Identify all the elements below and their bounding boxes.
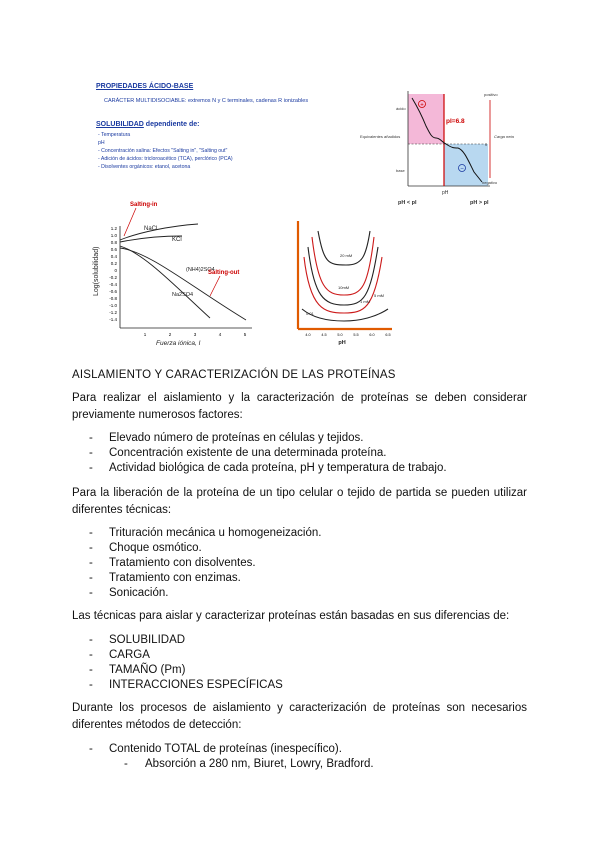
list-item: - Concentración existente de una determinada proteína. xyxy=(72,446,447,461)
x-tick: 6.5 xyxy=(385,333,391,337)
list-item: - INTERACCIONES ESPECÍFICAS xyxy=(72,678,283,693)
x-tick: 4 xyxy=(218,332,222,337)
label-1mm: 1 mM xyxy=(360,299,370,304)
list-item: - Tratamiento con disolventes. xyxy=(72,556,321,571)
x-ticks xyxy=(144,332,247,337)
x-tick: 2 xyxy=(168,332,172,337)
curve-sodium-sulfate xyxy=(120,246,210,318)
factor-item: - Concentración salina: Efectos "Salting in", "Salting out" xyxy=(98,148,228,154)
x-tick: 4.5 xyxy=(321,333,327,337)
acid-label: ácido xyxy=(396,106,406,111)
paragraph-release: Para la liberación de la proteína de un tipo celular o tejido de partida se pueden utilizar diferentes técnicas: xyxy=(72,487,527,516)
differences-list xyxy=(72,633,283,693)
solubility-ph-figure xyxy=(290,217,398,347)
y-tick: -1.2 xyxy=(109,310,117,315)
list-item: - Tratamiento con enzimas. xyxy=(72,571,321,586)
factor-item: - Adición de ácidos: tricloroacético (TCA), perclórico (PCA) xyxy=(98,156,233,162)
x-tick: 5 xyxy=(243,332,247,337)
pi-label: pI=6.8 xyxy=(446,118,465,125)
detection-sublist xyxy=(112,757,374,772)
left-region-label: pH < pI xyxy=(398,200,417,206)
x-ticks xyxy=(305,333,390,337)
acid-zone xyxy=(408,94,444,144)
curve-nacl xyxy=(120,224,198,240)
slide-subtitle: CARÁCTER MULTIDISOCIABLE: extremos N y C terminales, cadenas R ionizables xyxy=(104,98,309,104)
label-nacl: NaCl xyxy=(144,226,158,232)
y-tick: -0.6 xyxy=(109,289,117,294)
list-item: - Elevado número de proteínas en células y tejidos. xyxy=(72,431,447,446)
y-tick: -1.0 xyxy=(109,303,117,308)
solubility-heading: SOLUBILIDAD dependiente de: xyxy=(96,121,200,128)
x-tick: 3 xyxy=(193,332,197,337)
label-001: 0.01 xyxy=(306,311,314,316)
paragraph-differences: Las técnicas para aislar y caracterizar proteínas están basadas en sus diferencias de: xyxy=(72,610,510,622)
factor-item: - Temperatura xyxy=(98,132,131,138)
label-5mm: 5 mM xyxy=(374,293,384,298)
y-tick: 0.6 xyxy=(110,247,117,252)
curve-20mm xyxy=(318,231,370,265)
list-item: - Absorción a 280 nm, Biuret, Lowry, Bradford. xyxy=(112,757,374,772)
slide-title: PROPIEDADES ÁCIDO-BASE xyxy=(96,83,194,90)
section-heading: AISLAMIENTO Y CARACTERIZACIÓN DE LAS PROTEÍNAS xyxy=(72,369,396,381)
x-axis-label: pH xyxy=(442,190,449,196)
x-tick: 5.0 xyxy=(337,333,343,337)
y-tick: 1.0 xyxy=(110,233,117,238)
list-item: - Actividad biológica de cada proteína, pH y temperatura de trabajo. xyxy=(72,461,447,476)
y-tick: -0.4 xyxy=(109,282,117,287)
list-item: - CARGA xyxy=(72,648,283,663)
right-region-label: pH > pI xyxy=(470,200,489,206)
y-tick: 0.2 xyxy=(110,261,117,266)
y-tick: -0.8 xyxy=(109,296,117,301)
y-tick: 1.2 xyxy=(110,226,117,231)
label-20mm: 20 mM xyxy=(340,253,353,258)
x-tick: 5.5 xyxy=(353,333,359,337)
buffer-label: Equivalentes añadidos xyxy=(360,134,401,139)
label-ammonium-sulfate: (NH4)2SO4 xyxy=(186,267,215,273)
x-tick: 4.0 xyxy=(305,333,311,337)
y-ticks xyxy=(109,226,117,322)
y-tick: 0 xyxy=(114,268,117,273)
label-kcl: KCl xyxy=(172,237,182,243)
base-label: base xyxy=(396,168,405,173)
y-tick: -0.2 xyxy=(109,275,117,280)
factor-item: pH xyxy=(98,140,105,146)
zero-label: 0 xyxy=(485,142,488,147)
titration-figure xyxy=(358,86,526,208)
detection-list xyxy=(72,742,342,757)
salting-out-arrow xyxy=(210,276,220,296)
positive-label: positivo xyxy=(484,92,498,97)
curve-1mm xyxy=(302,309,388,321)
salting-in-arrow xyxy=(124,208,136,236)
factor-item: - Disolventes orgánicos: etanol, acetona xyxy=(98,164,191,170)
x-axis-label: Fuerza iónica, I xyxy=(156,340,201,347)
list-item: - TAMAÑO (Pm) xyxy=(72,663,283,678)
charge-label: Carga neta xyxy=(494,134,514,139)
x-axis-label: pH xyxy=(338,340,346,346)
list-item: - Choque osmótico. xyxy=(72,541,321,556)
y-axis-label: Log(solubilidad) xyxy=(93,246,100,296)
techniques-list xyxy=(72,526,321,601)
list-item: - Contenido TOTAL de proteínas (inespecífico). xyxy=(72,742,342,757)
list-item: - Trituración mecánica u homogeneización. xyxy=(72,526,321,541)
label-sodium-sulfate: Na2SO4 xyxy=(172,292,194,298)
salting-out-label: Salting-out xyxy=(208,270,240,276)
factors-list xyxy=(72,431,447,476)
y-tick: -1.4 xyxy=(109,317,117,322)
list-item: - Sonicación. xyxy=(72,586,321,601)
solubility-factors xyxy=(98,131,233,171)
paragraph-detection: Durante los procesos de aislamiento y caracterización de proteínas son necesarios diferentes métodos de detección: xyxy=(72,702,527,731)
curve-ammonium-sulfate xyxy=(120,248,246,320)
salting-in-label: Salting-in xyxy=(130,202,158,208)
x-tick: 1 xyxy=(143,332,147,337)
y-tick: 0.4 xyxy=(110,254,117,259)
list-item: - SOLUBILIDAD xyxy=(72,633,283,648)
salting-figure xyxy=(90,196,260,348)
label-10mm: 10mM xyxy=(338,285,350,290)
plus-sign: + xyxy=(420,102,424,109)
negative-label: negativo xyxy=(482,180,498,185)
paragraph-factors: Para realizar el aislamiento y la caracterización de proteínas se deben considerar previamente numerosos factores: xyxy=(72,392,527,421)
x-tick: 6.0 xyxy=(369,333,375,337)
minus-sign: − xyxy=(460,166,464,173)
y-tick: 0.8 xyxy=(110,240,117,245)
